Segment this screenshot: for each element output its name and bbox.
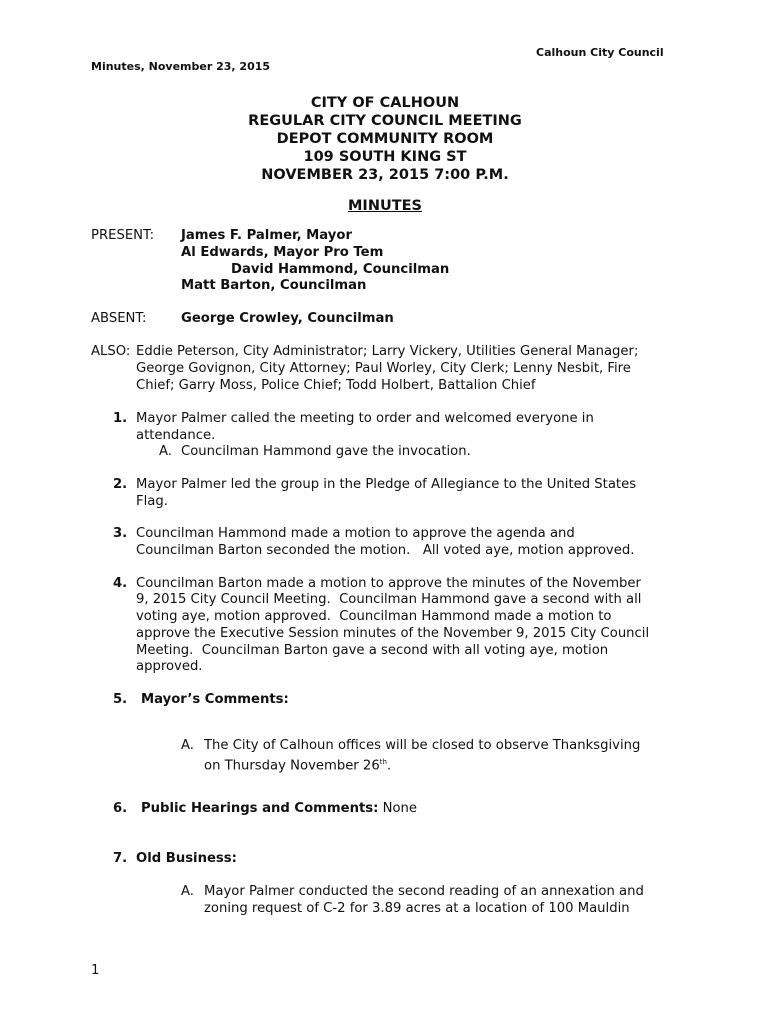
also-label: ALSO: — [91, 344, 131, 359]
item-5-sub-line-1: The City of Calhoun offices will be closed to observe Thanksgiving — [204, 738, 641, 753]
absent-label: ABSENT: — [91, 311, 147, 326]
item-1-sub-text: Councilman Hammond gave the invocation. — [181, 444, 471, 459]
item-5-number: 5. — [113, 692, 128, 707]
title-line-4: 109 SOUTH KING ST — [303, 149, 467, 165]
item-2-number: 2. — [113, 477, 128, 492]
title-line-2: REGULAR CITY COUNCIL MEETING — [248, 113, 522, 129]
present-label: PRESENT: — [91, 228, 155, 243]
minutes-heading: MINUTES — [348, 198, 422, 214]
item-5-sub-line-2: on Thursday November 26th. — [204, 758, 392, 774]
item-5-sub-label: A. — [181, 738, 194, 753]
present-name-3: David Hammond, Councilman — [231, 262, 450, 277]
title-line-1: CITY OF CALHOUN — [310, 95, 460, 111]
present-name-4: Matt Barton, Councilman — [181, 278, 367, 293]
item-4-line-1: Councilman Barton made a motion to approve the minutes of the November — [136, 576, 641, 591]
ordinal-suffix: th — [379, 758, 387, 766]
item-1-sub-label: A. — [159, 444, 172, 459]
page-number: 1 — [91, 963, 100, 978]
also-line-2: George Govignon, City Attorney; Paul Worley, City Clerk; Lenny Nesbit, Fire — [136, 361, 631, 376]
item-7-number: 7. — [113, 851, 128, 866]
item-3-line-2: Councilman Barton seconded the motion. All voted aye, motion approved. — [136, 543, 635, 558]
item-4-line-5: Meeting. Councilman Barton gave a second with all voting aye, motion — [136, 643, 609, 658]
also-line-3: Chief; Garry Moss, Police Chief; Todd Holbert, Battalion Chief — [136, 378, 536, 393]
header-left: Minutes, November 23, 2015 — [91, 60, 271, 73]
item-2-line-1: Mayor Palmer led the group in the Pledge of Allegiance to the United States — [136, 477, 637, 492]
item-5-heading: Mayor’s Comments: — [141, 692, 289, 707]
item-4-line-3: voting aye, motion approved. Councilman Hammond made a motion to — [136, 609, 612, 624]
present-name-2: Al Edwards, Mayor Pro Tem — [181, 245, 384, 260]
item-4-line-2: 9, 2015 City Council Meeting. Councilman Hammond gave a second with all — [136, 592, 642, 607]
absent-name: George Crowley, Councilman — [181, 311, 394, 326]
item-7-sub-line-1: Mayor Palmer conducted the second reading of an annexation and — [204, 884, 644, 899]
item-7-sub-line-2: zoning request of C-2 for 3.89 acres at a location of 100 Mauldin — [204, 901, 630, 916]
item-4-number: 4. — [113, 576, 128, 591]
title-line-5: NOVEMBER 23, 2015 7:00 P.M. — [261, 167, 509, 183]
item-6-number: 6. — [113, 801, 128, 816]
item-1-line-1: Mayor Palmer called the meeting to order and welcomed everyone in — [136, 411, 594, 426]
item-6-rest: None — [378, 801, 418, 816]
item-4-line-4: approve the Executive Session minutes of the November 9, 2015 City Council — [136, 626, 650, 641]
item-1-number: 1. — [113, 411, 128, 426]
header-right: Calhoun City Council — [536, 46, 664, 59]
present-name-1: James F. Palmer, Mayor — [181, 228, 352, 243]
title-line-3: DEPOT COMMUNITY ROOM — [276, 131, 494, 147]
item-1-line-2: attendance. — [136, 428, 216, 443]
item-2-line-2: Flag. — [136, 494, 168, 509]
item-7-sub-label: A. — [181, 884, 194, 899]
item-3-line-1: Councilman Hammond made a motion to approve the agenda and — [136, 526, 575, 541]
also-line-1: Eddie Peterson, City Administrator; Larry Vickery, Utilities General Manager; — [136, 344, 639, 359]
item-3-number: 3. — [113, 526, 128, 541]
item-6-line — [141, 801, 417, 818]
item-4-line-6: approved. — [136, 659, 203, 674]
item-7-heading: Old Business: — [136, 851, 237, 866]
item-6-heading: Public Hearings and Comments: — [141, 801, 379, 816]
